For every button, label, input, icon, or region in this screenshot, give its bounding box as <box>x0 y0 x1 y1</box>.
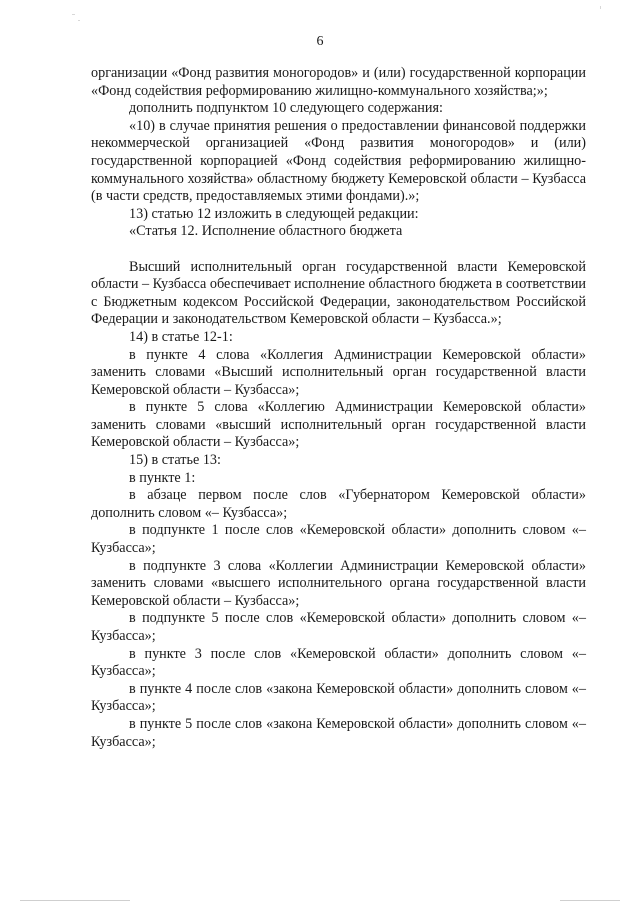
paragraph-article-12-heading: «Статья 12. Исполнение областного бюджета <box>129 223 403 240</box>
paragraph-add-subpoint-10: дополнить подпунктом 10 следующего содержания: <box>129 100 443 117</box>
paragraph-subpoint-10-text: «10) в случае принятия решения о предоставлении финансовой поддержки некоммерческой организацией «Фонд развития моногородов» и (или) государственной корпорацией «Фонд содействия реформированию жилищно-коммунального хозяйства» областному бюджету Кемеровской области – Кузбасса (в части средств, предоставляемых этими фондами).»; <box>91 117 586 205</box>
scan-edge-line <box>560 900 620 901</box>
scan-artifact <box>600 6 601 9</box>
paragraph-item-14: 14) в статье 12-1: <box>129 328 233 345</box>
paragraph-item-14-point-5: в пункте 5 слова «Коллегию Администрации Кемеровской области» заменить словами «высший исполнительный орган государственной власти Кемеровской области – Кузбасса»; <box>91 399 586 451</box>
blank-line <box>91 241 586 259</box>
paragraph-item-15-subpoint-5: в подпункте 5 после слов «Кемеровской области» дополнить словом «– Кузбасса»; <box>91 610 586 644</box>
scan-artifact <box>72 14 75 15</box>
paragraph-item-15-point-5: в пункте 5 после слов «закона Кемеровской области» дополнить словом «– Кузбасса»; <box>91 715 586 750</box>
paragraph-item-15-subpoint-1: в подпункте 1 после слов «Кемеровской области» дополнить словом «– Кузбасса»; <box>91 522 586 557</box>
page-number: 6 <box>316 34 324 49</box>
paragraph-item-15: 15) в статье 13: <box>129 452 221 469</box>
scan-artifact <box>78 20 80 21</box>
paragraph-article-12-text: Высший исполнительный орган государственной власти Кемеровской области – Кузбасса обеспечивает исполнение областного бюджета в соответствии с Бюджетным кодексом Российской Федерации, законодательством Российской Федерации и законодательством Кемеровской области – Кузбасса.»; <box>91 258 586 328</box>
paragraph-item-15-point-1: в пункте 1: <box>129 469 196 486</box>
paragraph-item-15-point-3: в пункте 3 после слов «Кемеровской области» дополнить словом «– Кузбасса»; <box>91 645 586 680</box>
scan-edge-line <box>20 900 130 901</box>
paragraph-item-13: 13) статью 12 изложить в следующей редакции: <box>129 205 419 222</box>
paragraph-item-15-first-para: в абзаце первом после слов «Губернатором Кемеровской области» дополнить словом «– Кузбасса»; <box>91 487 586 521</box>
paragraph-item-15-point-4: в пункте 4 после слов «закона Кемеровской области» дополнить словом «– Кузбасса»; <box>91 680 586 715</box>
paragraph-item-14-point-4: в пункте 4 слова «Коллегия Администрации Кемеровской области» заменить словами «Высший исполнительный орган государственной власти Кемеровской области – Кузбасса»; <box>91 346 586 398</box>
document-body <box>91 65 586 751</box>
paragraph-item-15-subpoint-3: в подпункте 3 слова «Коллегии Администрации Кемеровской области» заменить словами «высшего исполнительного органа государственной власти Кемеровской области – Кузбасса»; <box>91 557 586 609</box>
paragraph-continuation: организации «Фонд развития моногородов» и (или) государственной корпорации «Фонд содействия реформированию жилищно-коммунального хозяйства;»; <box>91 65 586 99</box>
